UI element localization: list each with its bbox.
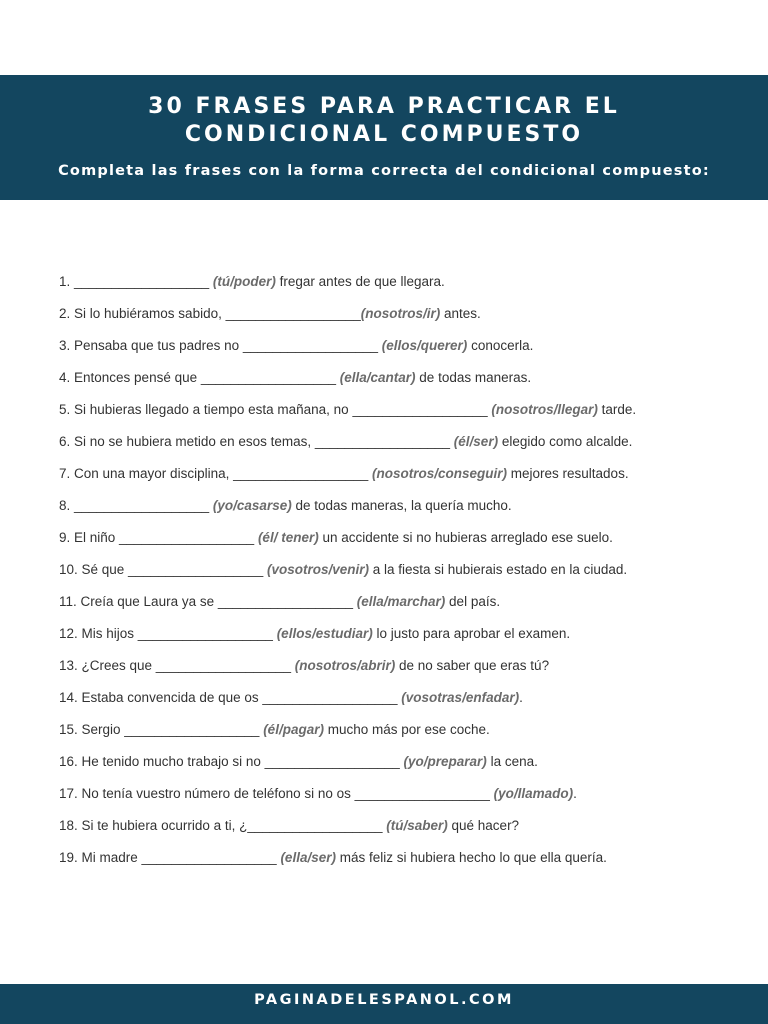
exercise-item <box>59 778 719 810</box>
exercise-pre: 9. El niño __________________ <box>59 530 258 545</box>
exercise-item <box>59 810 719 842</box>
exercise-hint: (nosotros/ir) <box>360 306 441 321</box>
exercise-hint: (él/pagar) <box>263 722 324 737</box>
exercise-post: elegido como alcalde. <box>498 434 633 449</box>
exercise-post: antes. <box>440 306 481 321</box>
exercise-item <box>59 458 719 490</box>
exercise-list <box>59 266 719 874</box>
exercise-item <box>59 714 719 746</box>
exercise-item <box>59 586 719 618</box>
exercise-post: . <box>519 690 523 705</box>
exercise-hint: (nosotros/abrir) <box>294 658 396 673</box>
exercise-post: tarde. <box>597 402 637 417</box>
exercise-hint: (ella/marchar) <box>356 594 446 609</box>
exercise-post: lo justo para aprobar el examen. <box>372 626 571 641</box>
exercise-post: más feliz si hubiera hecho lo que ella quería. <box>335 850 607 865</box>
exercise-post: la cena. <box>486 754 538 769</box>
exercise-post: a la fiesta si hubierais estado en la ciudad. <box>368 562 628 577</box>
exercise-item <box>59 330 719 362</box>
exercise-pre: 17. No tenía vuestro número de teléfono si no os __________________ <box>59 786 494 801</box>
exercise-pre: 15. Sergio __________________ <box>59 722 264 737</box>
exercise-hint: (yo/preparar) <box>403 754 487 769</box>
exercise-pre: 16. He tenido mucho trabajo si no __________________ <box>59 754 404 769</box>
exercise-item <box>59 362 719 394</box>
exercise-pre: 3. Pensaba que tus padres no __________________ <box>59 338 382 353</box>
exercise-post: fregar antes de que llegara. <box>275 274 445 289</box>
exercise-pre: 12. Mis hijos __________________ <box>59 626 277 641</box>
exercise-pre: 5. Si hubieras llegado a tiempo esta mañana, no __________________ <box>59 402 492 417</box>
exercise-item <box>59 298 719 330</box>
exercise-item <box>59 650 719 682</box>
exercise-item <box>59 682 719 714</box>
exercise-item <box>59 394 719 426</box>
footer-banner <box>0 984 768 1024</box>
exercise-post: de todas maneras, la quería mucho. <box>291 498 512 513</box>
exercise-item <box>59 266 719 298</box>
exercise-item <box>59 490 719 522</box>
exercise-hint: (ella/ser) <box>280 850 336 865</box>
exercise-post: . <box>573 786 577 801</box>
exercise-item <box>59 426 719 458</box>
exercise-post: qué hacer? <box>447 818 520 833</box>
page-title <box>0 75 768 149</box>
exercise-pre: 19. Mi madre __________________ <box>59 850 281 865</box>
exercise-hint: (nosotros/conseguir) <box>372 466 508 481</box>
exercise-hint: (ellos/estudiar) <box>276 626 373 641</box>
exercise-item <box>59 618 719 650</box>
title-line-1: 30 FRASES PARA PRACTICAR EL <box>148 94 620 119</box>
exercise-post: mucho más por ese coche. <box>323 722 490 737</box>
exercise-hint: (vosotras/enfadar) <box>401 690 520 705</box>
exercise-pre: 11. Creía que Laura ya se __________________ <box>59 594 357 609</box>
exercise-pre: 6. Si no se hubiera metido en esos temas, __________________ <box>59 434 454 449</box>
exercise-hint: (vosotros/venir) <box>266 562 369 577</box>
exercise-item <box>59 746 719 778</box>
title-line-2: CONDICIONAL COMPUESTO <box>184 122 584 147</box>
exercise-hint: (tú/poder) <box>212 274 276 289</box>
exercise-post: un accidente si no hubieras arreglado ese suelo. <box>318 530 613 545</box>
exercise-hint: (yo/llamado) <box>493 786 574 801</box>
site-url: PAGINADELESPANOL.COM <box>254 992 514 1008</box>
exercise-item <box>59 554 719 586</box>
exercise-post: conocerla. <box>467 338 534 353</box>
exercise-hint: (ellos/querer) <box>381 338 468 353</box>
exercise-hint: (yo/casarse) <box>212 498 292 513</box>
exercise-pre: 10. Sé que __________________ <box>59 562 267 577</box>
exercise-item <box>59 522 719 554</box>
exercise-post: de todas maneras. <box>415 370 532 385</box>
exercise-pre: 1. __________________ <box>59 274 213 289</box>
exercise-pre: 8. __________________ <box>59 498 213 513</box>
exercise-pre: 7. Con una mayor disciplina, __________________ <box>59 466 372 481</box>
instructions: Completa las frases con la forma correcta del condicional compuesto: <box>58 163 710 179</box>
exercise-pre: 4. Entonces pensé que __________________ <box>59 370 340 385</box>
exercise-hint: (él/ser) <box>453 434 499 449</box>
exercise-pre: 13. ¿Crees que __________________ <box>59 658 295 673</box>
exercise-post: del país. <box>445 594 501 609</box>
exercise-pre: 14. Estaba convencida de que os __________________ <box>59 690 402 705</box>
exercise-post: mejores resultados. <box>507 466 629 481</box>
exercise-hint: (tú/saber) <box>386 818 448 833</box>
exercise-hint: (él/ tener) <box>257 530 319 545</box>
exercise-hint: (ella/cantar) <box>339 370 416 385</box>
exercise-pre: 2. Si lo hubiéramos sabido, __________________ <box>59 306 361 321</box>
exercise-hint: (nosotros/llegar) <box>491 402 598 417</box>
header-banner <box>0 75 768 200</box>
exercise-item <box>59 842 719 874</box>
exercise-pre: 18. Si te hubiera ocurrido a ti, ¿__________________ <box>59 818 387 833</box>
exercise-post: de no saber que eras tú? <box>395 658 550 673</box>
